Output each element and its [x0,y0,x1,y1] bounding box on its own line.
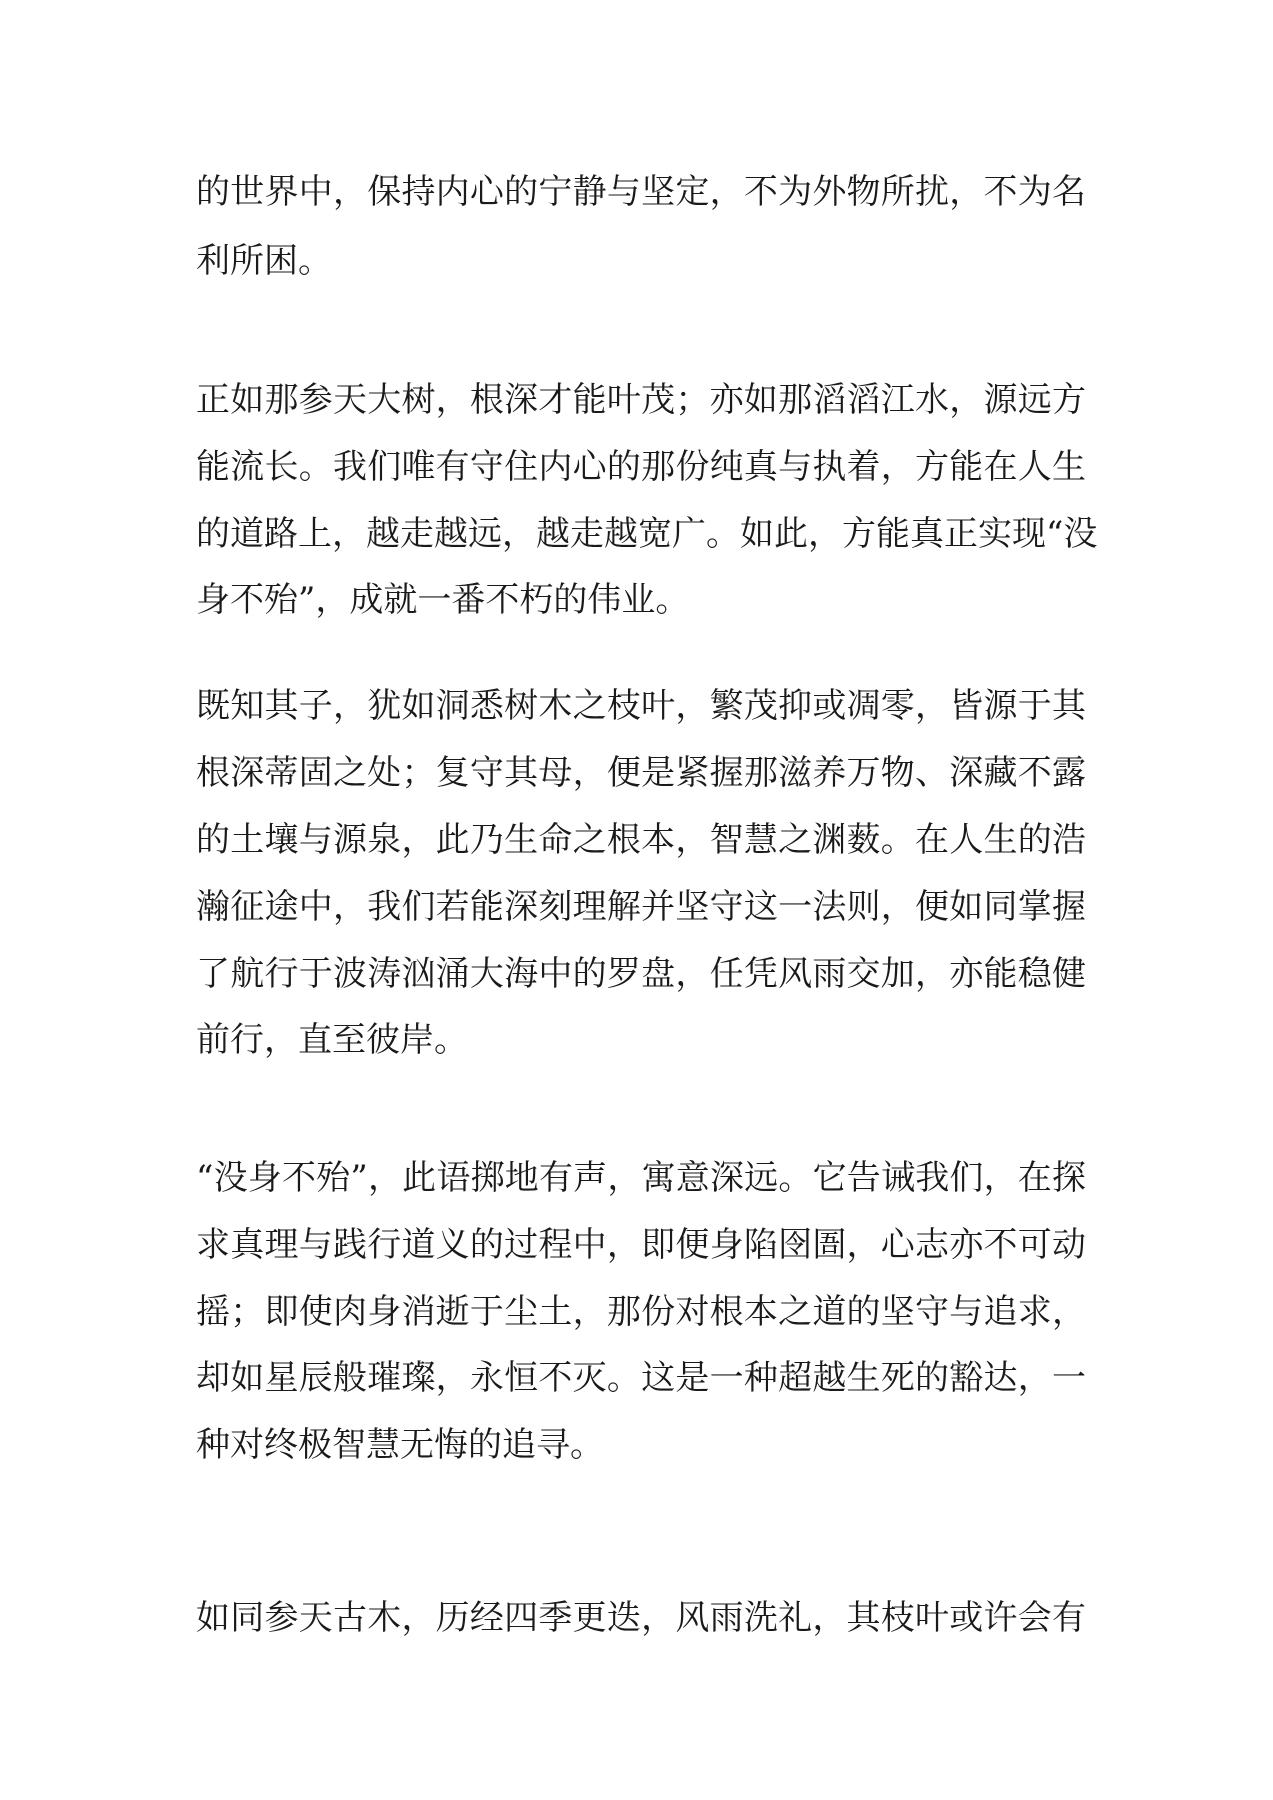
paragraph-4-line-3: 摇；即使肉身消逝于尘土，那份对根本之道的坚守与追求， [196,1292,1086,1332]
paragraph-5-line-1: 如同参天古木，历经四季更迭，风雨洗礼，其枝叶或许会有 [196,1598,1086,1638]
paragraph-1-line-1: 的世界中，保持内心的宁静与坚定，不为外物所扰，不为名 [196,172,1086,212]
paragraph-2-line-4: 身不殆”，成就一番不朽的伟业。 [196,580,690,620]
paragraph-3-line-2: 根深蒂固之处；复守其母，便是紧握那滋养万物、深藏不露 [196,753,1086,793]
paragraph-3-line-4: 瀚征途中，我们若能深刻理解并坚守这一法则，便如同掌握 [196,887,1086,927]
paragraph-4-line-1: “没身不殆”，此语掷地有声，寓意深远。它告诫我们，在探 [196,1158,1086,1198]
paragraph-2-line-2: 能流长。我们唯有守住内心的那份纯真与执着，方能在人生 [196,447,1086,487]
paragraph-3-line-6: 前行，直至彼岸。 [196,1020,468,1060]
paragraph-1-line-2: 利所困。 [196,241,332,281]
paragraph-2-line-1: 正如那参天大树，根深才能叶茂；亦如那滔滔江水，源远方 [196,380,1086,420]
paragraph-3-line-1: 既知其子，犹如洞悉树木之枝叶，繁茂抑或凋零，皆源于其 [196,686,1086,726]
paragraph-4-line-2: 求真理与践行道义的过程中，即便身陷囹圄，心志亦不可动 [196,1225,1086,1265]
paragraph-3-line-5: 了航行于波涛汹涌大海中的罗盘，任凭风雨交加，亦能稳健 [196,954,1086,994]
paragraph-4-line-5: 种对终极智慧无悔的追寻。 [196,1425,604,1465]
paragraph-2-line-3: 的道路上，越走越远，越走越宽广。如此，方能真正实现“没 [196,514,1098,554]
paragraph-3-line-3: 的土壤与源泉，此乃生命之根本，智慧之渊薮。在人生的浩 [196,820,1086,860]
paragraph-4-line-4: 却如星辰般璀璨，永恒不灭。这是一种超越生死的豁达，一 [196,1358,1086,1398]
